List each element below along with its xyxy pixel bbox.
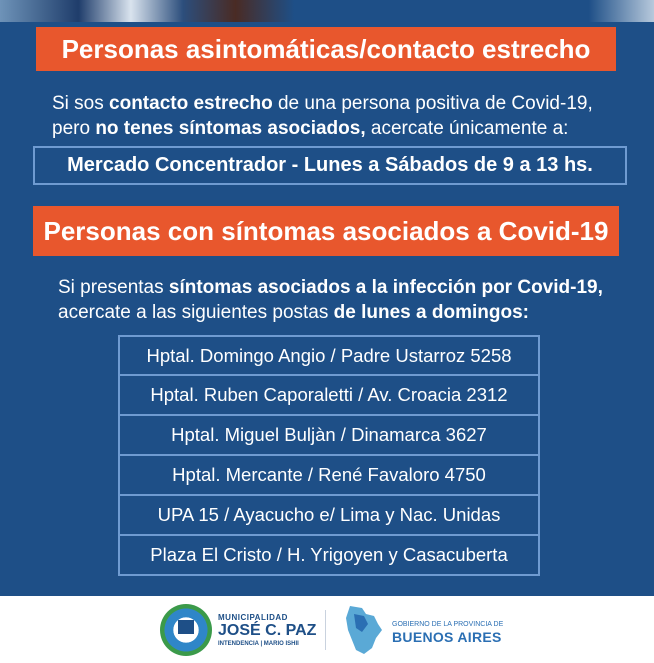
text-fragment-bold: no tenes síntomas asociados, [95,118,366,139]
municipality-sub: INTENDENCIA | MARIO ISHII [218,641,299,647]
list-item: UPA 15 / Ayacucho e/ Lima y Nac. Unidas [118,496,540,536]
text-fragment: acercate a las siguientes postas [58,302,334,323]
footer-logos [0,596,654,663]
text-fragment-bold: contacto estrecho [109,93,273,114]
text-fragment: Si sos [52,93,110,114]
list-item: Hptal. Domingo Angio / Padre Ustarroz 5258 [118,335,540,376]
header-photo-strip [0,0,654,22]
municipality-name: JOSÉ C. PAZ [218,622,317,639]
list-item: Hptal. Mercante / René Favaloro 4750 [118,456,540,496]
text-fragment-bold: síntomas asociados a la infección por Covid-19, [168,277,603,298]
symptomatic-title: Personas con síntomas asociados a Covid-19 [33,206,619,256]
text-fragment: de una persona positiva de Covid-19, [272,93,593,114]
list-item: Plaza El Cristo / H. Yrigoyen y Casacuberta [118,536,540,576]
seal-building-icon [178,620,194,634]
text-fragment: Si presentas [58,277,169,298]
list-item: Hptal. Miguel Buljàn / Dinamarca 3627 [118,416,540,456]
asymptomatic-title: Personas asintomáticas/contacto estrecho [36,27,616,71]
mercado-location-box: Mercado Concentrador - Lunes a Sábados de 9 a 13 hs. [33,146,627,185]
list-item: Hptal. Ruben Caporaletti / Av. Croacia 2312 [118,376,540,416]
government-name: BUENOS AIRES [392,629,502,645]
province-map-icon [344,604,384,656]
text-fragment: acercate únicamente a: [365,118,569,139]
government-label: GOBIERNO DE LA PROVINCIA DE [392,621,504,628]
health-posts-list [118,335,540,576]
text-fragment-bold: de lunes a domingos: [333,302,529,323]
symptomatic-text [58,275,603,325]
asymptomatic-text [52,91,593,141]
divider [325,610,326,650]
municipality-label: MUNICIPALIDAD [218,613,288,622]
text-fragment: pero [52,118,96,139]
